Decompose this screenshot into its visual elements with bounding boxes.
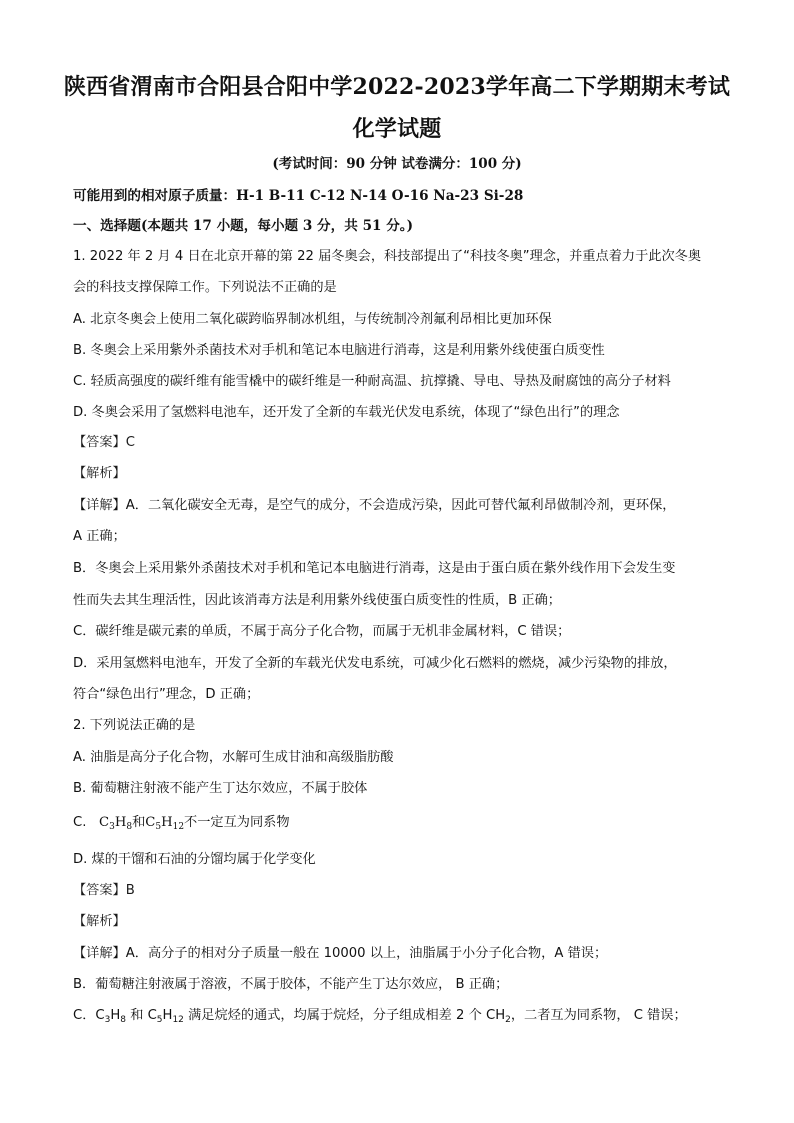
q1-analysis-label: 【解析】 <box>73 466 126 481</box>
subject-title: 化学试题 <box>352 116 442 142</box>
q2-analysis-label: 【解析】 <box>73 914 126 929</box>
q2-detail-line-3 <box>73 1004 723 1023</box>
q1-detail-line-1: 【详解】A．二氧化碳安全无毒，是空气的成分，不会造成污染，因此可替代氟利昂做制冷剂，更环保， <box>73 498 676 513</box>
q2-detail-3-sub3: 5 <box>156 1015 163 1025</box>
section-heading: 一、选择题(本题共 17 小题，每小题 3 分，共 51 分。) <box>73 218 414 234</box>
q1-detail-line-4: 性而失去其生理活性，因此该消毒方法是利用紫外线使蛋白质变性的性质，B 正确； <box>73 593 561 608</box>
q1-detail-line-2: A 正确； <box>73 529 126 544</box>
q2-option-c-suffix: 不一定互为同系物 <box>184 815 290 830</box>
q2-detail-3-sub4: 12 <box>172 1015 184 1025</box>
q2-option-c-prefix: C. <box>73 815 87 830</box>
q1-stem-line-2: 会的科技支撑保障工作。下列说法不正确的是 <box>73 280 337 295</box>
q2-detail-line-2: B．葡萄糖注射液属于溶液，不属于胶体，不能产生丁达尔效应， B 正确； <box>73 977 509 992</box>
formula-c5h12-c: C <box>145 815 156 830</box>
q1-stem-line-1: 1. 2022 年 2 月 4 日在北京开幕的第 22 届冬奥会，科技部提出了“科技冬奥”理念，并重点着力于此次冬奥 <box>73 249 702 264</box>
q1-option-a: A. 北京冬奥会上使用二氧化碳跨临界制冰机组，与传统制冷剂氟利昂相比更加环保 <box>73 312 552 327</box>
q2-detail-3-and: 和 C <box>126 1008 157 1023</box>
q2-stem: 2. 下列说法正确的是 <box>73 718 196 733</box>
formula-c3h8-sub-c: 3 <box>109 822 115 832</box>
q2-option-d: D. 煤的干馏和石油的分馏均属于化学变化 <box>73 852 316 867</box>
q2-detail-3-sub1: 3 <box>104 1015 111 1025</box>
formula-c3h8-h: H <box>114 815 127 830</box>
q2-detail-3-pre: C．C <box>73 1008 105 1023</box>
q2-option-a: A. 油脂是高分子化合物，水解可生成甘油和高级脂肪酸 <box>73 750 394 765</box>
q2-detail-3-h2: H <box>162 1008 173 1023</box>
q1-detail-line-7: 符合“绿色出行”理念，D 正确； <box>73 687 260 702</box>
q2-detail-line-1: 【详解】A．高分子的相对分子质量一般在 10000 以上，油脂属于小分子化合物，A 错误； <box>73 946 608 961</box>
q2-detail-3-sub5: 2 <box>505 1015 511 1025</box>
q2-answer: 【答案】B <box>73 883 135 898</box>
q1-option-b: B. 冬奥会上采用紫外杀菌技术对手机和笔记本电脑进行消毒，这是利用紫外线使蛋白质变性 <box>73 343 605 358</box>
q1-option-c: C. 轻质高强度的碳纤维有能雪橇中的碳纤维是一种耐高温、抗撑撬、导电、导热及耐腐蚀的高分子材料 <box>73 374 671 389</box>
q2-detail-3-h1: H <box>110 1008 121 1023</box>
q1-detail-line-6: D．采用氢燃料电池车，开发了全新的车载光伏发电系统，可减少化石燃料的燃烧，减少污染物的排放， <box>73 656 677 671</box>
formula-c5h12-sub-h: 12 <box>172 822 185 832</box>
exam-title: 陕西省渭南市合阳县合阳中学2022-2023学年高二下学期期末考试 <box>63 74 731 100</box>
q2-option-b: B. 葡萄糖注射液不能产生丁达尔效应，不属于胶体 <box>73 781 368 796</box>
exam-info: (考试时间：90 分钟 试卷满分：100 分) <box>272 156 522 172</box>
formula-c3h8-sub-h: 8 <box>126 822 133 832</box>
formula-c5h12-sub-c: 5 <box>155 822 162 832</box>
q2-option-c <box>73 811 723 830</box>
formula-c5h12 <box>145 815 184 830</box>
q2-detail-3-end: ，二者互为同系物， C 错误； <box>510 1008 687 1023</box>
q1-option-d: D. 冬奥会采用了氢燃料电池车，还开发了全新的车载光伏发电系统，体现了“绿色出行”的理念 <box>73 405 620 420</box>
q1-detail-line-3: B．冬奥会上采用紫外杀菌技术对手机和笔记本电脑进行消毒，这是由于蛋白质在紫外线作用下会发生变 <box>73 561 676 576</box>
formula-c3h8 <box>99 815 132 830</box>
q2-detail-3-mid: 满足烷烃的通式，均属于烷烃，分子组成相差 2 个 CH <box>183 1008 506 1023</box>
q2-detail-3-sub2: 8 <box>120 1015 126 1025</box>
q2-option-c-and: 和 <box>132 815 146 830</box>
atomic-mass-line: 可能用到的相对原子质量：H-1 B-11 C-12 N-14 O-16 Na-23 Si-28 <box>73 188 524 204</box>
formula-c5h12-h: H <box>161 815 173 830</box>
formula-c3h8-c: C <box>98 815 110 830</box>
q1-answer: 【答案】C <box>73 435 135 450</box>
q1-detail-line-5: C．碳纤维是碳元素的单质，不属于高分子化合物，而属于无机非金属材料，C 错误； <box>73 624 571 639</box>
